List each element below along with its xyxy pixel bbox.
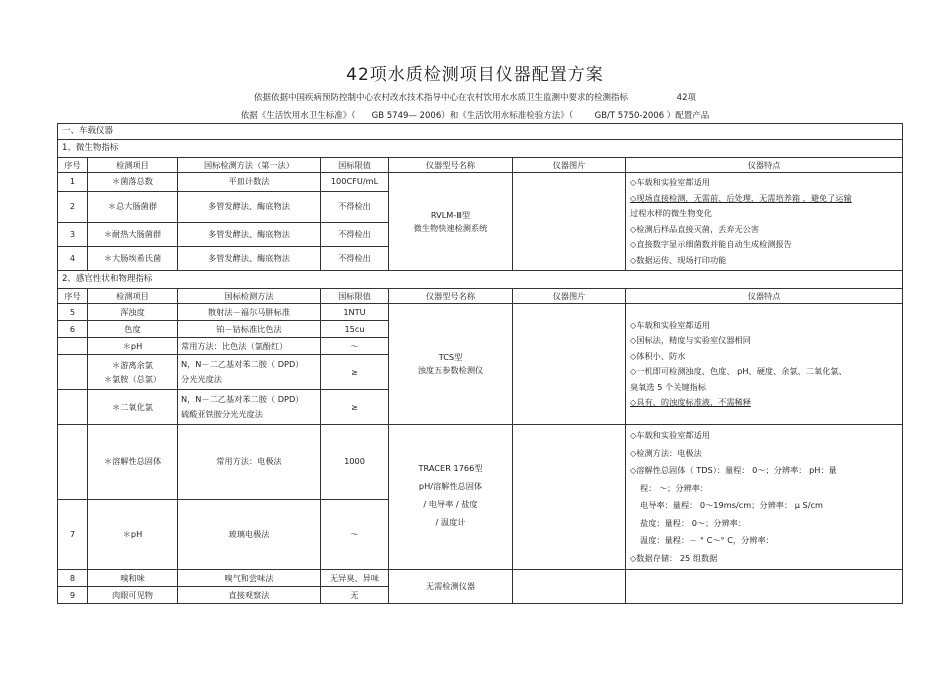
method-cell: N，N－二乙基对苯二胺（ DPD） 分光光度法: [178, 355, 321, 390]
feature-line: ◇溶解性总固体（ TDS）：量程： 0～；分辨率： pH：量: [630, 465, 837, 475]
method-cell: 散射法－福尔马肼标准: [178, 304, 321, 321]
limit-cell: ≥: [321, 390, 389, 425]
table-row: [58, 425, 903, 500]
limit-cell: 不得检出: [321, 191, 389, 222]
feature-line: ◇现场直接检测，无需前、后处理，无需培养箱 ，避免了运输: [630, 192, 852, 203]
item-cell: 浑浊度: [88, 304, 178, 321]
table-header-row: [58, 158, 903, 173]
features-cell: [626, 425, 903, 570]
row-number: 1: [58, 173, 88, 192]
method-cell: 嗅气和尝味法: [178, 570, 321, 587]
feature-line: ◇检测后样品直接灭菌，丢弃无公害: [630, 223, 760, 234]
method-cell: 多管发酵法、酶底物法: [178, 191, 321, 222]
features-cell: [626, 173, 903, 271]
instrument-name: / 电导率 / 盐度: [423, 499, 478, 509]
instrument-cell: [389, 173, 513, 271]
row-number: 7: [58, 499, 88, 569]
subtitle-line-1: 依据依据中国疾病预防控制中心农村改水技术指导中心在农村饮用水水质卫生监测中要求的检测指标 42项: [254, 93, 696, 103]
method-cell: 玻璃电极法: [178, 499, 321, 569]
row-number: 9: [58, 587, 88, 604]
feature-line: ◇具有、的浊度标准液，不需稀释: [630, 397, 751, 407]
method-cell: 多管发酵法、酶底物法: [178, 222, 321, 246]
feature-line: ◇一机即可检测浊度、色度、 pH、硬度、余氯、二氧化氯、: [630, 366, 847, 376]
feature-line: ◇车载和实验室都适用: [630, 430, 710, 440]
limit-cell: 不得检出: [321, 222, 389, 246]
feature-line: 过程水样的微生物变化: [630, 208, 712, 218]
subsection-row: [58, 271, 903, 289]
header-cell: 仪器特点: [626, 158, 903, 173]
header-cell: 序号: [58, 289, 88, 304]
header-cell: 仪器型号名称: [389, 289, 513, 304]
feature-line: ◇车载和实验室都适用: [630, 177, 710, 187]
header-cell: 仪器图片: [513, 289, 626, 304]
feature-line: ◇直接数字显示细菌数并能自动生成检测报告: [630, 239, 792, 249]
limit-cell: 不得检出: [321, 246, 389, 270]
feature-line: ◇检测方法：电极法: [630, 447, 702, 458]
feature-line: 盐度：量程： 0～；分辨率：: [640, 517, 747, 528]
header-cell: 仪器特点: [626, 289, 903, 304]
section-title: 一、车载仪器: [58, 124, 903, 140]
feature-line: ◇体积小、防水: [630, 350, 686, 361]
page-title: 42项水质检测项目仪器配置方案: [346, 65, 604, 85]
item-cell: ＊溶解性总固体: [88, 425, 178, 500]
method-cell: 常用方法：比色法（氯酚红）: [178, 338, 321, 355]
header-cell: 仪器型号名称: [389, 158, 513, 173]
feature-line: 臭氧选 5 个关键指标: [630, 381, 706, 392]
subsection-title: 1、微生物指标: [58, 140, 903, 158]
instrument-table: [57, 123, 903, 604]
row-number: 5: [58, 304, 88, 321]
method-cell: N，N－二乙基对苯二胺（ DPD） 硫酸亚铁胺分光光度法: [178, 390, 321, 425]
instrument-name: 微生物快速检测系统: [413, 222, 488, 233]
features-cell: [626, 304, 903, 425]
row-number: 4: [58, 246, 88, 270]
item-cell: 嗅和味: [88, 570, 178, 587]
header-cell: 序号: [58, 158, 88, 173]
row-number: 3: [58, 222, 88, 246]
subsection-title: 2、感官性状和物理指标: [58, 271, 903, 289]
item-cell: ＊pH: [88, 499, 178, 569]
item-cell: ＊总大肠菌群: [88, 191, 178, 222]
method-cell: 常用方法：电极法: [178, 425, 321, 500]
header-cell: 国标限值: [321, 158, 389, 173]
item-cell: 色度: [88, 321, 178, 338]
instrument-image-cell: [513, 570, 626, 604]
instrument-cell: 无需检测仪器: [389, 570, 513, 604]
row-number: 6: [58, 321, 88, 338]
method-cell: 平皿计数法: [178, 173, 321, 192]
item-cell: ＊耐热大肠菌群: [88, 222, 178, 246]
instrument-cell: [389, 304, 513, 425]
section-row: [58, 124, 903, 140]
instrument-image-cell: [513, 173, 626, 271]
header-cell: 仪器图片: [513, 158, 626, 173]
instrument-image-cell: [513, 425, 626, 570]
limit-cell: 无: [321, 587, 389, 604]
instrument-model: RVLM-Ⅲ型: [430, 209, 471, 220]
limit-cell: 15cu: [321, 321, 389, 338]
limit-cell: ～: [321, 499, 389, 569]
limit-cell: 无异臭、异味: [321, 570, 389, 587]
limit-cell: 1000: [321, 425, 389, 500]
item-cell: ＊大肠埃希氏菌: [88, 246, 178, 270]
table-row: [58, 304, 903, 321]
item-cell: ＊二氧化氯: [88, 390, 178, 425]
row-number: [58, 355, 88, 390]
header-cell: 国标检测方法: [178, 289, 321, 304]
item-cell: ＊菌落总数: [88, 173, 178, 192]
feature-line: ◇数据存储： 25 组数据: [630, 552, 718, 563]
header-cell: 检测项目: [88, 289, 178, 304]
row-number: [58, 425, 88, 500]
limit-cell: ～: [321, 338, 389, 355]
limit-cell: ≥: [321, 355, 389, 390]
method-cell: 多管发酵法、酶底物法: [178, 246, 321, 270]
item-cell: ＊pH: [88, 338, 178, 355]
instrument-model: TCS型: [438, 352, 463, 362]
row-number: 8: [58, 570, 88, 587]
instrument-name: 浊度五参数检测仪: [417, 365, 484, 375]
instrument-image-cell: [513, 304, 626, 425]
header-cell: 检测项目: [88, 158, 178, 173]
feature-line: 程： ～；分辨率：: [640, 482, 709, 493]
header-cell: 国标限值: [321, 289, 389, 304]
row-number: 2: [58, 191, 88, 222]
row-number: [58, 390, 88, 425]
feature-line: ◇数据运传、现场打印功能: [630, 254, 727, 265]
feature-line: ◇车载和实验室都适用: [630, 319, 710, 330]
table-row: [58, 570, 903, 587]
subsection-row: [58, 140, 903, 158]
limit-cell: 1NTU: [321, 304, 389, 321]
item-cell: ＊游离余氯 ＊氯胺（总氯）: [88, 355, 178, 390]
feature-line: ◇国标法，精度与实验室仪器相同: [630, 335, 751, 345]
table-header-row: [58, 289, 903, 304]
features-cell: [626, 570, 903, 604]
feature-line: 温度：量程：－ ° C～° C，分辨率：: [640, 535, 774, 545]
feature-line: 电导率：量程： 0～19ms/cm；分辨率： μ S/cm: [640, 500, 823, 510]
instrument-name: pH/溶解性总固体: [418, 481, 483, 491]
instrument-model: TRACER 1766型: [418, 463, 483, 473]
table-row: [58, 173, 903, 192]
method-cell: 铂－钴标准比色法: [178, 321, 321, 338]
limit-cell: 100CFU/mL: [321, 173, 389, 192]
subtitle-line-2: 依据《生活饮用水卫生标准》（ GB 5749— 2006）和《生活饮用水标准检验方法》（ GB/T 5750-2006 ）配置产品: [240, 111, 710, 121]
instrument-cell: [389, 425, 513, 570]
row-number: [58, 338, 88, 355]
item-cell: 肉眼可见物: [88, 587, 178, 604]
instrument-name: / 温度计: [435, 517, 466, 527]
method-cell: 直接观察法: [178, 587, 321, 604]
header-cell: 国标检测方法（第一法）: [178, 158, 321, 173]
